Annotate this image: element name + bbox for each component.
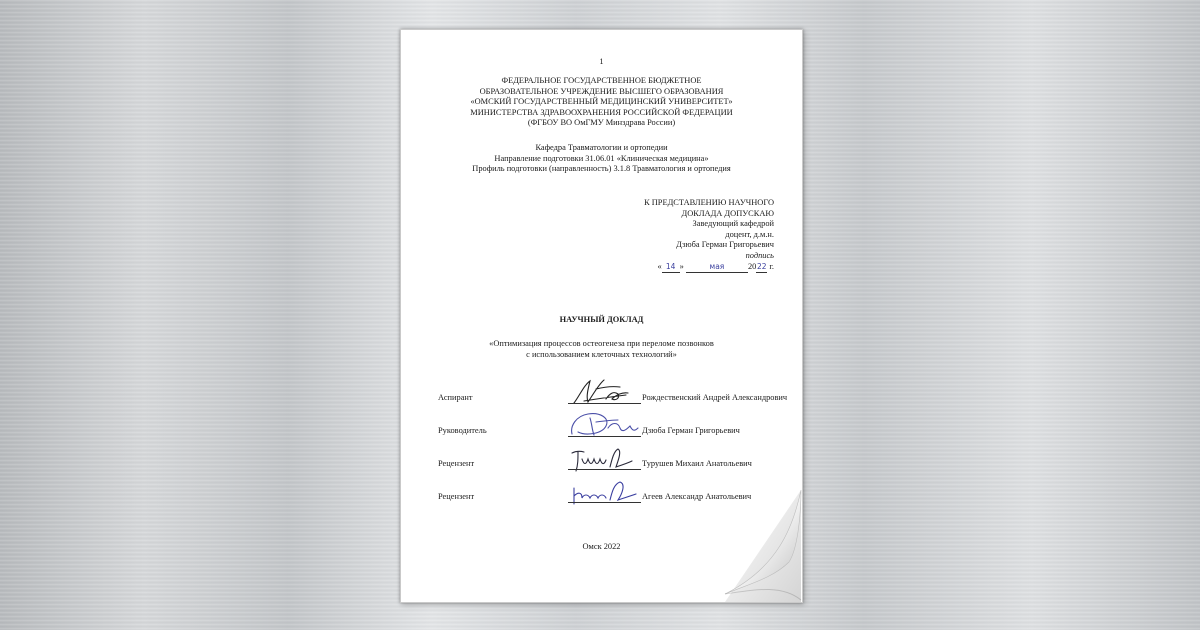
date-month-field [686,262,748,274]
signatory-name: Рождественский Андрей Александрович [642,393,788,403]
date-day: 14 [665,261,676,271]
page-curl [723,488,803,603]
department-info [401,143,802,175]
date-year-prefix: 20 [747,261,757,271]
header-line: (ФГБОУ ВО ОмГМУ Минздрава России) [527,118,676,128]
signature-row-supervisor [438,407,788,437]
approver-name: Дзюба Герман Григорьевич [676,240,774,250]
signature-role: Руководитель [438,426,487,436]
header-line: ОБРАЗОВАТЕЛЬНОЕ УЧРЕЖДЕНИЕ ВЫСШЕГО ОБРАЗОВАНИЯ [479,86,724,96]
document-title: НАУЧНЫЙ ДОКЛАД [559,315,644,324]
signatory-name: Агеев Александр Анатольевич [642,492,752,502]
approval-date [644,262,774,274]
date-day-field [662,262,680,274]
date-open-quote: « [657,261,662,271]
date-year-field [756,262,767,274]
signature-line [568,402,641,404]
signature-role: Аспирант [438,393,473,403]
signature-line [568,435,641,437]
signature-role: Рецензент [438,459,475,469]
approver-degree: доцент, д.м.н. [725,229,774,239]
topic-line-2: с использованием клеточных технологий» [526,349,677,359]
signature-row-reviewer-1 [438,440,788,470]
signature-line [568,468,641,470]
signature-row-aspirant [438,374,788,404]
signatory-name: Турушев Михаил Анатольевич [642,459,752,469]
page-number: 1 [599,57,604,66]
header-line: МИНИСТЕРСТВА ЗДРАВООХРАНЕНИЯ РОССИЙСКОЙ ФЕДЕРАЦИИ [470,107,733,117]
header-line: ФЕДЕРАЛЬНОЕ ГОСУДАРСТВЕННОЕ БЮДЖЕТНОЕ [501,76,702,85]
city-year: Омск 2022 [582,542,621,551]
date-month: мая [709,261,725,271]
institution-header [401,76,802,129]
signatory-name: Дзюба Герман Григорьевич [642,426,740,436]
signature-caption: подпись [745,250,774,260]
date-year-unit: г. [769,261,774,271]
approver-position: Заведующий кафедрой [692,219,774,229]
report-topic [401,339,802,360]
date-close-quote: » [679,261,684,271]
signature-role: Рецензент [438,492,475,502]
approval-block [644,198,774,273]
department-line: Кафедра Травматологии и ортопедии [535,143,668,152]
approval-line-1: К ПРЕДСТАВЛЕНИЮ НАУЧНОГО [644,198,774,207]
signature-line [568,501,641,503]
direction-line: Направление подготовки 31.06.01 «Клиническая медицина» [494,153,709,163]
header-line: «ОМСКИЙ ГОСУДАРСТВЕННЫЙ МЕДИЦИНСКИЙ УНИВЕРСИТЕТ» [470,97,733,107]
date-year-suffix: 22 [757,261,767,271]
approval-line-2: ДОКЛАДА ДОПУСКАЮ [681,208,774,218]
topic-line-1: «Оптимизация процессов остеогенеза при переломе позвонков [489,339,714,348]
profile-line: Профиль подготовки (направленность) 3.1.8 Травматология и ортопедия [472,164,731,174]
